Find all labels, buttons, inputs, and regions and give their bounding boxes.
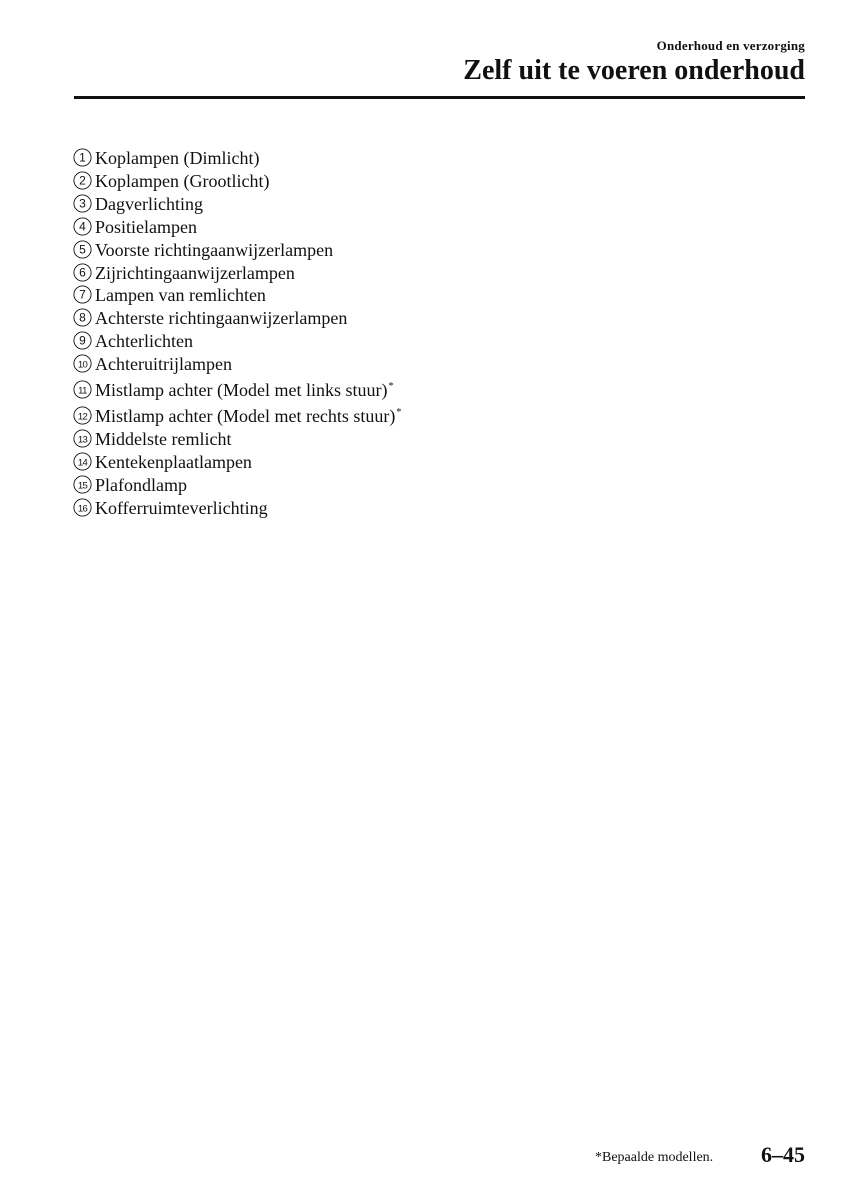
circled-number-text: 5 — [79, 242, 86, 257]
legend-item — [73, 402, 401, 428]
circled-number-text: 7 — [79, 288, 86, 303]
circled-number — [73, 429, 92, 448]
circled-number — [73, 217, 92, 236]
footnote-marker: * — [388, 381, 394, 393]
legend-item — [73, 451, 401, 474]
legend-label: Koplampen (Grootlicht) — [95, 170, 270, 191]
legend-item — [73, 353, 401, 376]
legend-label: Mistlamp achter (Model met links stuur) — [95, 380, 388, 401]
legend-label: Koplampen (Dimlicht) — [95, 148, 260, 168]
legend-label: Lampen van remlichten — [95, 285, 266, 306]
circled-number — [73, 240, 92, 259]
circled-number — [73, 452, 92, 471]
circled-number-text: 11 — [78, 385, 87, 397]
circled-number-text: 1 — [79, 150, 86, 165]
legend-item — [73, 307, 401, 330]
circled-number-text: 14 — [77, 457, 88, 469]
circled-number-text: 12 — [77, 411, 88, 423]
circled-number — [73, 380, 92, 399]
circled-number-text: 10 — [77, 359, 88, 371]
legend-label: Mistlamp achter (Model met rechts stuur) — [95, 405, 396, 426]
circled-number-text: 3 — [79, 196, 86, 211]
circled-number — [73, 308, 92, 327]
legend-label: Voorste richtingaanwijzerlampen — [95, 239, 334, 260]
legend-item — [73, 428, 401, 451]
legend-item — [73, 376, 401, 402]
legend-item — [73, 474, 401, 497]
legend-item — [73, 147, 401, 170]
circled-number-text: 4 — [79, 219, 86, 234]
legend-item — [73, 239, 401, 262]
legend-label: Kofferruimteverlichting — [95, 497, 268, 518]
circled-number — [73, 263, 92, 282]
circled-number — [73, 285, 92, 304]
circled-number-text: 2 — [79, 173, 86, 188]
title-divider — [74, 96, 805, 99]
circled-number — [73, 148, 92, 167]
circled-number — [73, 194, 92, 213]
circled-number — [73, 171, 92, 190]
legend-label: Middelste remlicht — [95, 428, 232, 449]
page-title: Zelf uit te voeren onderhoud — [463, 55, 805, 86]
circled-number-text: 8 — [79, 310, 86, 325]
circled-number-text: 9 — [79, 333, 86, 348]
section-label: Onderhoud en verzorging — [656, 38, 805, 53]
legend-item — [73, 497, 401, 520]
circled-number-text: 15 — [77, 480, 88, 492]
legend-label: Achteruitrijlampen — [95, 354, 232, 375]
legend-label: Achterste richtingaanwijzerlampen — [95, 308, 348, 329]
legend-item — [73, 216, 401, 239]
footnote: *Bepaalde modellen. — [595, 1150, 714, 1165]
legend-item — [73, 262, 401, 285]
legend-label: Achterlichten — [95, 331, 193, 352]
circled-number — [73, 475, 92, 494]
legend-item — [73, 193, 401, 216]
legend-label: Dagverlichting — [95, 193, 203, 214]
circled-number-text: 13 — [77, 434, 88, 446]
footnote-marker: * — [396, 406, 402, 418]
circled-number — [73, 498, 92, 517]
circled-number — [73, 406, 92, 425]
circled-number-text: 6 — [79, 265, 86, 280]
page-number: 6–45 — [761, 1142, 805, 1167]
legend-label: Plafondlamp — [95, 474, 187, 495]
legend-label: Positielampen — [95, 216, 197, 237]
circled-number — [73, 354, 92, 373]
circled-number-text: 16 — [77, 503, 88, 515]
circled-number — [73, 331, 92, 350]
legend-list — [73, 147, 401, 520]
legend-item — [73, 330, 401, 353]
legend-label: Kentekenplaatlampen — [95, 451, 252, 472]
legend-item — [73, 170, 401, 193]
legend-label: Zijrichtingaanwijzerlampen — [95, 262, 295, 283]
legend-item — [73, 284, 401, 307]
